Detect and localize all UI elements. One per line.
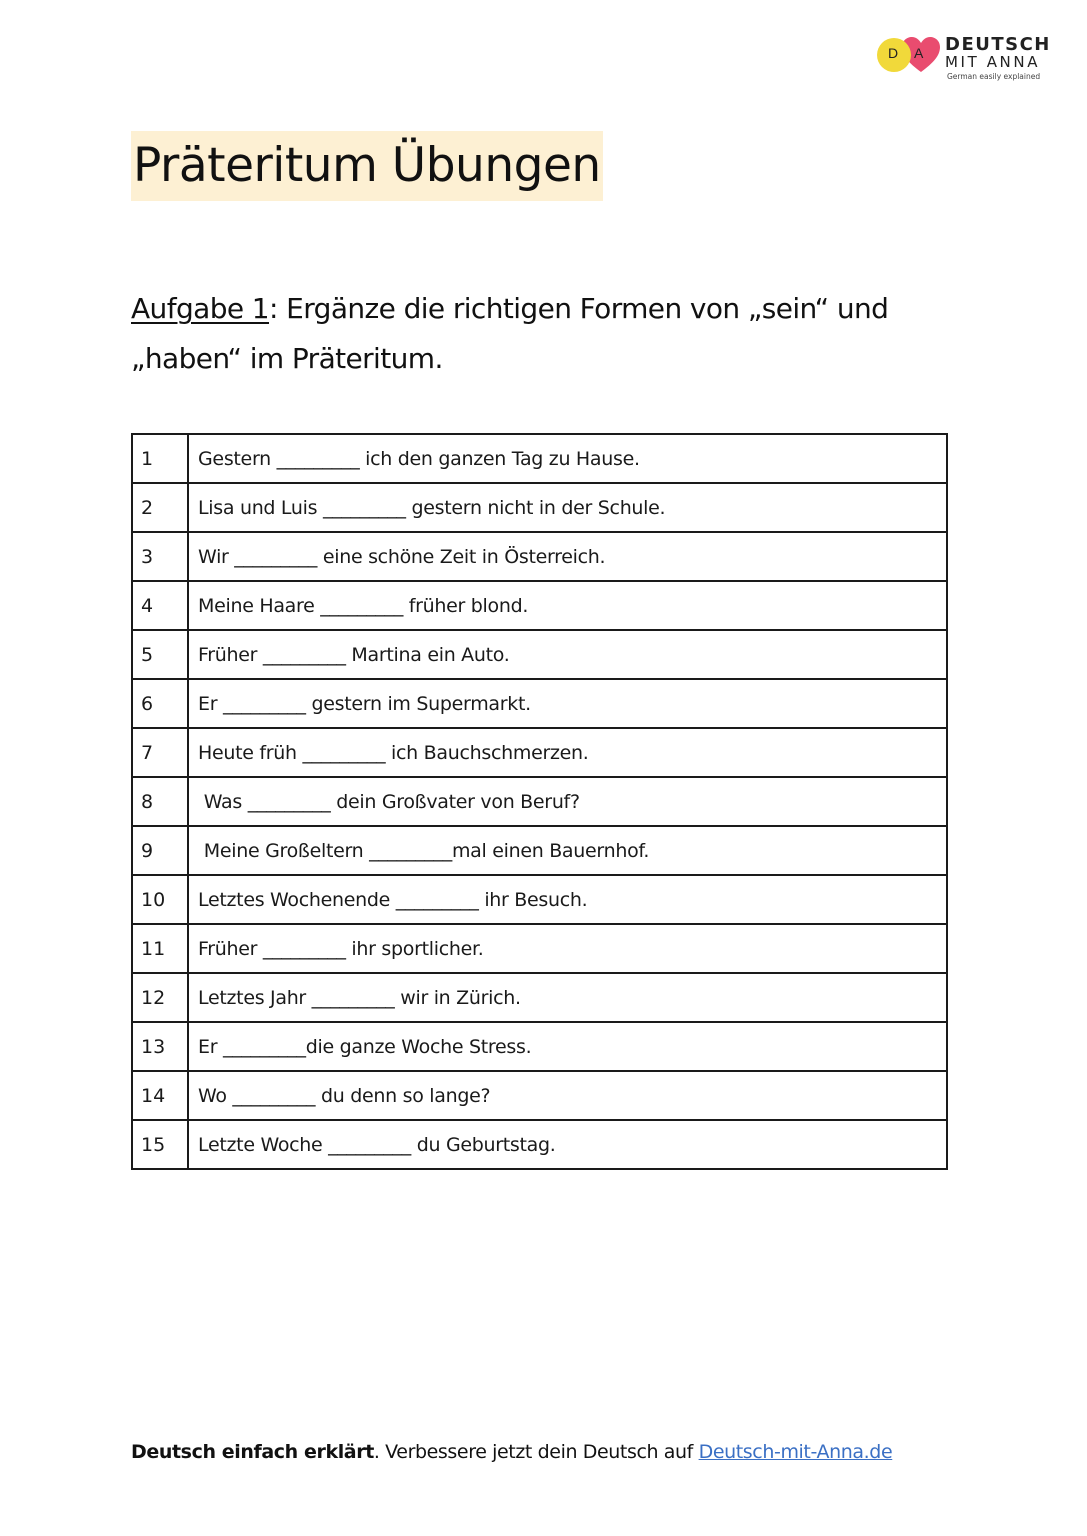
exercise-sentence: Meine Haare _________ früher blond. [188,581,947,630]
exercise-number: 7 [132,728,188,777]
exercise-sentence: Früher _________ Martina ein Auto. [188,630,947,679]
page-title: Präteritum Übungen [133,138,601,193]
exercise-number: 10 [132,875,188,924]
task-instruction [131,284,951,384]
logo-letter-d: D [888,45,899,61]
logo-tagline: German easily explained [947,72,1041,81]
footer [131,1441,892,1463]
exercise-number: 14 [132,1071,188,1120]
exercise-sentence: Meine Großeltern _________mal einen Bauernhof. [188,826,947,875]
exercise-row [132,581,947,630]
exercise-number: 6 [132,679,188,728]
logo-line-2: MIT ANNA [945,53,1041,71]
exercise-sentence: Heute früh _________ ich Bauchschmerzen. [188,728,947,777]
exercise-number: 3 [132,532,188,581]
exercise-sentence: Er _________ gestern im Supermarkt. [188,679,947,728]
exercise-sentence: Wo _________ du denn so lange? [188,1071,947,1120]
exercise-row [132,728,947,777]
exercise-number: 13 [132,1022,188,1071]
exercise-row [132,777,947,826]
exercise-row [132,1071,947,1120]
exercise-number: 1 [132,434,188,483]
exercise-table [131,433,948,1170]
exercise-number: 4 [132,581,188,630]
exercise-row [132,483,947,532]
exercise-row [132,1120,947,1169]
brand-logo [877,34,1052,86]
exercise-number: 8 [132,777,188,826]
exercise-sentence: Letzte Woche _________ du Geburtstag. [188,1120,947,1169]
exercise-number: 12 [132,973,188,1022]
exercise-number: 2 [132,483,188,532]
exercise-sentence: Er _________die ganze Woche Stress. [188,1022,947,1071]
exercise-row [132,532,947,581]
exercise-row [132,924,947,973]
exercise-sentence: Gestern _________ ich den ganzen Tag zu Hause. [188,434,947,483]
exercise-sentence: Was _________ dein Großvater von Beruf? [188,777,947,826]
task-text: : Ergänze die richtigen Formen von „sein“ und „haben“ im Präteritum. [131,292,889,375]
task-label: Aufgabe 1 [131,292,270,325]
title-highlight [131,131,603,201]
exercise-row [132,973,947,1022]
footer-text: . Verbessere jetzt dein Deutsch auf [373,1441,699,1463]
exercise-row [132,434,947,483]
logo-letter-a: A [914,45,924,61]
footer-website-link[interactable]: Deutsch-mit-Anna.de [698,1441,893,1463]
exercise-number: 9 [132,826,188,875]
exercise-sentence: Früher _________ ihr sportlicher. [188,924,947,973]
exercise-number: 15 [132,1120,188,1169]
exercise-sentence: Lisa und Luis _________ gestern nicht in der Schule. [188,483,947,532]
exercise-number: 11 [132,924,188,973]
logo-line-1: DEUTSCH [945,34,1051,55]
exercise-row [132,1022,947,1071]
exercise-row [132,875,947,924]
exercise-row [132,826,947,875]
exercise-row [132,679,947,728]
exercise-number: 5 [132,630,188,679]
exercise-sentence: Letztes Jahr _________ wir in Zürich. [188,973,947,1022]
exercise-sentence: Wir _________ eine schöne Zeit in Österreich. [188,532,947,581]
footer-bold-text: Deutsch einfach erklärt [131,1441,374,1463]
exercise-row [132,630,947,679]
exercise-sentence: Letztes Wochenende _________ ihr Besuch. [188,875,947,924]
